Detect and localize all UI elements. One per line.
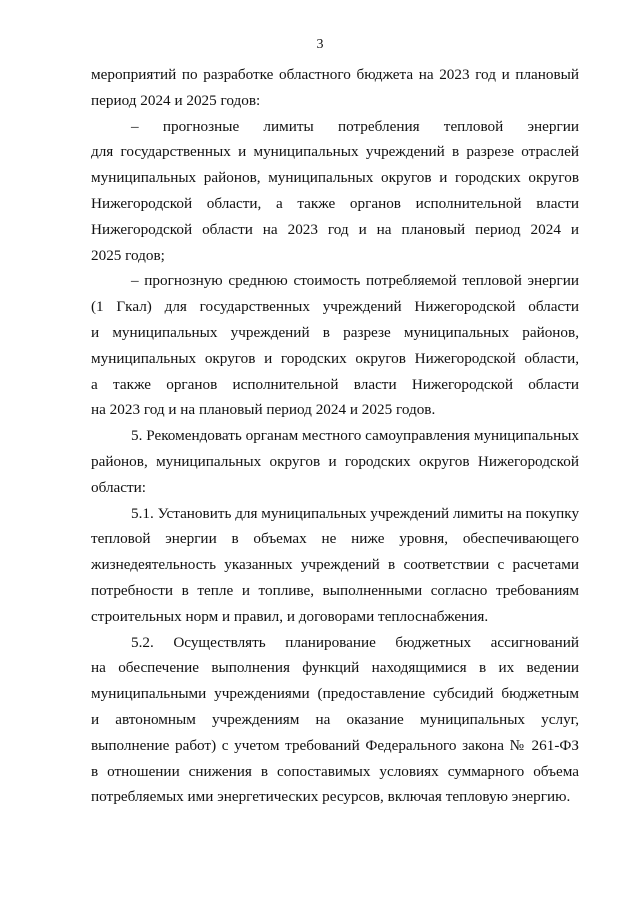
text-line: Нижегородской области, а также органов исполнительной власти	[91, 194, 579, 212]
text-line: 5. Рекомендовать органам местного самоуправления муниципальных	[131, 427, 579, 445]
text-line: муниципальных районов, муниципальных округов и городских округов	[91, 169, 579, 187]
paragraph-intro-continuation	[91, 62, 579, 114]
text-line: выполнение работ) с учетом требований Федерального закона № 261-ФЗ	[91, 736, 579, 754]
text-line: мероприятий по разработке областного бюджета на 2023 год и плановый	[91, 66, 579, 83]
paragraph-item-5-1	[91, 501, 579, 630]
paragraph-forecast-limits	[91, 114, 579, 269]
text-line: – прогнозную среднюю стоимость потребляемой тепловой энергии	[131, 272, 579, 290]
text-line: строительных норм и правил, и договорами теплоснабжения.	[91, 607, 489, 625]
text-line: период 2024 и 2025 годов:	[91, 91, 261, 109]
paragraph-item-5	[91, 423, 579, 500]
text-line: и автономным учреждениям на оказание муниципальных услуг,	[91, 710, 579, 728]
text-line: – прогнозные лимиты потребления тепловой энергии	[131, 117, 579, 135]
text-line: муниципальными учреждениями (предоставление субсидий бюджетным	[91, 685, 579, 703]
text-line: жизнедеятельность указанных учреждений в соответствии с расчетами	[91, 556, 579, 574]
text-line: на 2023 год и на плановый период 2024 и 2025 годов.	[91, 401, 436, 419]
text-line: и муниципальных учреждений в разрезе муниципальных районов,	[91, 323, 579, 341]
text-line: муниципальных округов и городских округов Нижегородской области,	[91, 349, 579, 367]
text-line: для государственных и муниципальных учреждений в разрезе отраслей	[91, 143, 579, 161]
text-line: а также органов исполнительной власти Нижегородской области	[91, 375, 579, 393]
page-number: 3	[316, 37, 324, 52]
text-line: районов, муниципальных округов и городских округов Нижегородской	[91, 452, 579, 470]
text-line: тепловой энергии в объемах не ниже уровня, обеспечивающего	[91, 530, 579, 548]
text-line: потребности в тепле и топливе, выполненными согласно требованиям	[91, 581, 579, 599]
text-line: области:	[91, 478, 146, 496]
text-line: потребляемых ими энергетических ресурсов, включая тепловую энергию.	[91, 788, 571, 806]
text-line: 2025 годов;	[91, 246, 165, 264]
text-line: 5.1. Установить для муниципальных учреждений лимиты на покупку	[131, 504, 579, 522]
document-body	[91, 62, 579, 810]
text-line: в отношении снижения в сопоставимых условиях суммарного объема	[91, 762, 579, 780]
paragraph-item-5-2	[91, 630, 579, 811]
text-line: Нижегородской области на 2023 год и на плановый период 2024 и	[91, 220, 579, 238]
text-line: 5.2. Осуществлять планирование бюджетных ассигнований	[131, 633, 579, 651]
text-line: на обеспечение выполнения функций находящимися в их ведении	[91, 659, 579, 677]
text-line: (1 Гкал) для государственных учреждений Нижегородской области	[91, 298, 579, 316]
paragraph-forecast-cost	[91, 268, 579, 423]
